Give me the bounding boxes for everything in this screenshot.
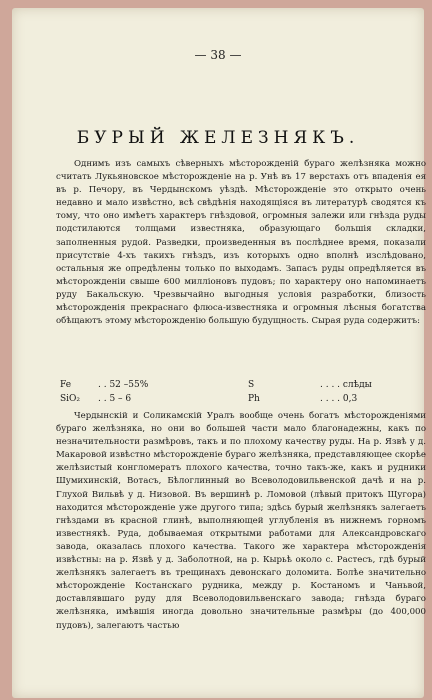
paragraph-1: Однимъ изъ самыхъ сѣверныхъ мѣсторожденій бураго желѣзняка можно считать Лукьяновское мѣсторожденіе на р. Унѣ въ 17 верстахъ отъ впаденія ея въ р. Печору, въ Чердынскомъ уѣздѣ. Мѣсторожденіе это открыто очень недавно и мало извѣстно, всѣ свѣдѣнія находящіяся въ литературѣ сводятся къ тому, что оно имѣетъ характеръ гнѣздовой, огромныя залежи или гнѣзда руды подстилаются толщами известняка, образующаго большія складки, заполненныя рудой. Разведки, произведенныя въ послѣднее время, показали присутствіе 4-хъ такихъ гнѣздъ, изъ которыхъ одно вполнѣ изслѣдовано, остальныя же опредѣлены только по выходамъ. Запасъ руды опредѣляется въ мѣсторожденіи свыше 600 милліоновъ пудовъ; по характеру оно напоминаетъ руду Бакальскую. Чрезвычайно выгодныя условія разработки, близость мѣсторожденія прекраснаго флюса-известняка и огромныя лѣсныя богатства обѣщаютъ этому мѣсторожденію большую будущность. Сырая руда содержитъ: — [56, 159, 426, 327]
composition-row — [60, 378, 400, 392]
element-name: S — [248, 380, 255, 390]
element-name: Ph — [248, 394, 260, 404]
element-value: . . 5 – 6 — [98, 394, 132, 404]
element-value: . . 52 –55% — [98, 380, 149, 390]
composition-table — [60, 378, 400, 406]
composition-row — [60, 392, 400, 406]
document-page — [12, 8, 424, 698]
section-title: БУРЫЙ ЖЕЛЕЗНЯКЪ. — [76, 128, 360, 148]
page-number: — 38 — — [194, 48, 242, 62]
element-value: . . . . слѣды — [320, 380, 372, 390]
paragraph-2: Чердынскій и Соликамскій Уралъ вообще очень богатъ мѣсторожденіями бураго желѣзняка, но они во большей части мало благонадежны, какъ по незначительности размѣровъ, такъ и по плохому качеству руды. На р. Язвѣ у д. Макаровой извѣстно мѣсторожденіе бураго желѣзняка, представляющее скорѣе желѣзистый конгломератъ плохого качества, точно такъ-же, какъ и рудники Шумихинскій, Вотасъ, Бѣлоглинный во Всеволодовильвенской дачѣ и на р. Глухой Вильвѣ у д. Низовой. Въ вершинѣ р. Ломовой (лѣвый притокъ Щугора) находится мѣсторожденіе уже другого типа; здѣсь бурый желѣзнякъ залегаетъ гнѣздами въ красной глинѣ, выполняющей углубленія въ нижнемъ горномъ известнякѣ. Руда, добываемая открытыми работами для Александровскаго завода, оказалась плохого качества. Такого же характера мѣсторожденія извѣстны: на р. Язвѣ у д. Заболотной, на р. Кырьѣ около с. Растесъ, гдѣ бурый желѣзнякъ залегаетъ въ трещинахъ девонскаго доломита. Болѣе значительно мѣсторожденіе Костанскаго рудника, между р. Костаномъ и Чаньвой, доставлявшаго руду для Всеволодовильвенскаго завода; гнѣзда бураго желѣзняка, имѣвшія иногда довольно значительные размѣры (до 400,000 пудовъ), залегаютъ частью — [56, 411, 426, 631]
element-name: SiO₂ — [60, 394, 81, 404]
element-name: Fe — [60, 380, 72, 390]
element-value: . . . . 0,3 — [320, 394, 358, 404]
